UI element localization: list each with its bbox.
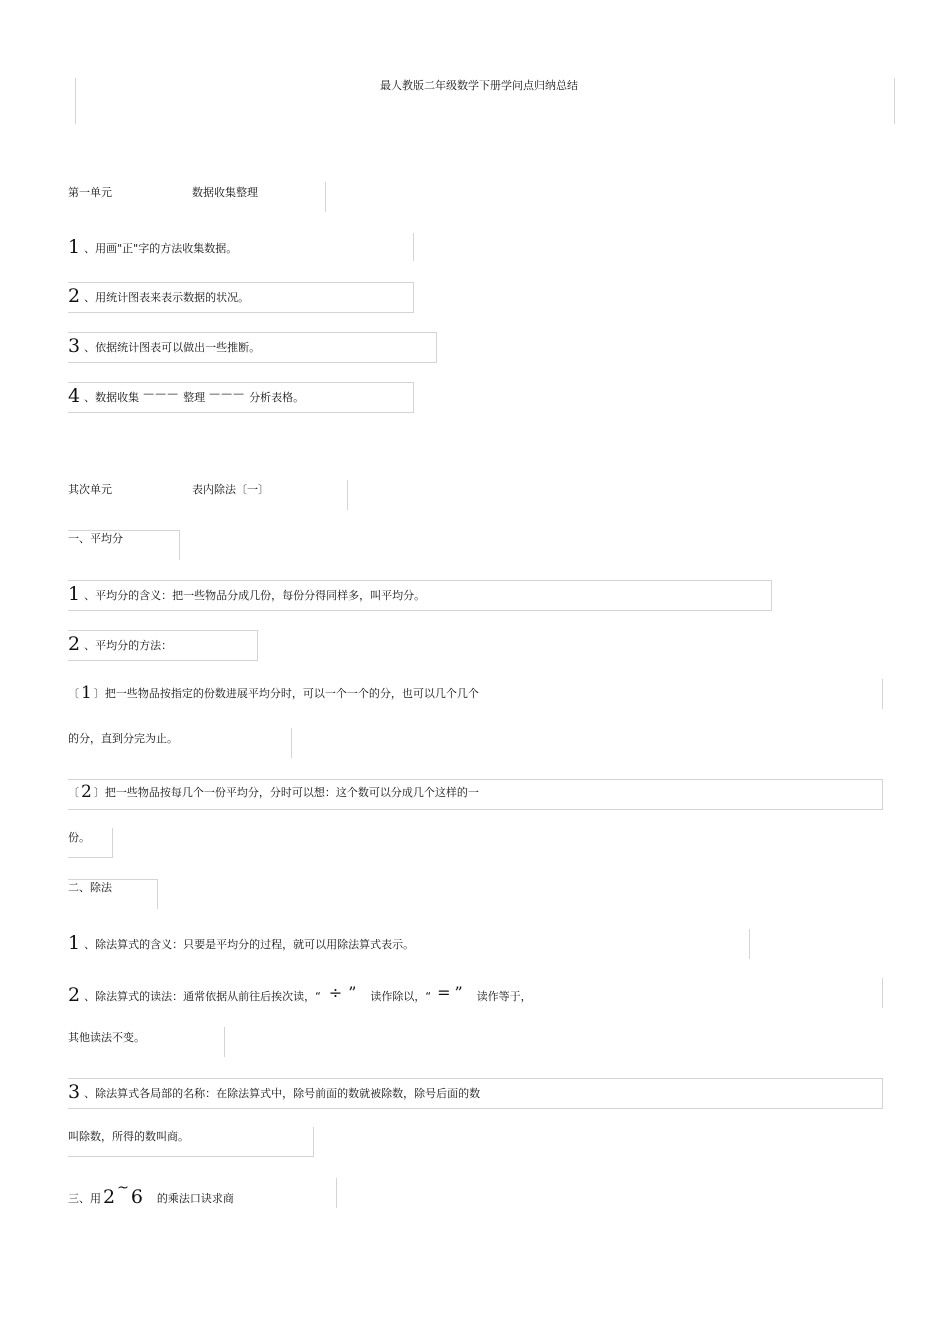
item-text: 整理: [183, 391, 206, 404]
section-title-average: 一、平均分: [68, 532, 123, 545]
unit2-heading: 其次单元: [68, 483, 112, 496]
item-number: 3: [68, 335, 81, 357]
frame-line: [75, 78, 76, 124]
range-end: 6: [130, 1186, 143, 1208]
equals-sign: =: [437, 983, 451, 1002]
unit1-item-3: [68, 337, 260, 356]
frame-line: [325, 182, 326, 212]
method-paragraph-1-cont: 的分，直到分完为止。: [68, 732, 178, 745]
item-number: 2: [68, 633, 81, 655]
frame-line: [882, 978, 883, 1008]
item-text: 读作等于，: [476, 990, 532, 1003]
average-item-1: [68, 585, 425, 604]
item-number: 1: [68, 583, 81, 605]
item-text: 、平均分的含义：把一些物品分成几份，每份分得同样多，叫平均分。: [84, 589, 426, 602]
item-text: 、数据收集: [84, 391, 140, 404]
section-title-division: 二、除法: [68, 881, 112, 894]
frame-line: [291, 728, 292, 758]
item-text: 、除法算式的含义：只要是平均分的过程，就可以用除法算式表示。: [84, 938, 415, 951]
frame-line: [347, 480, 348, 510]
item-number: 3: [68, 1081, 81, 1103]
item-number: 2: [81, 782, 92, 802]
item-text: 、除法算式各局部的名称：在除法算式中，除号前面的数就被除数，除号后面的数: [84, 1087, 481, 1100]
item-text: 〕把一些物品按指定的份数进展平均分时，可以一个一个的分，也可以几个几个: [93, 687, 479, 700]
quote-close: ”: [348, 983, 357, 1002]
section-text: 三、用: [68, 1192, 101, 1205]
unit2-topic: 表内除法〔一〕: [192, 483, 269, 496]
division-item-2: [68, 983, 532, 1005]
frame-line: [224, 1027, 225, 1057]
division-item-3: [68, 1083, 480, 1102]
item-number: 1: [81, 683, 92, 703]
bracket-open: 〔: [68, 687, 79, 700]
item-text: 读作除以，“: [370, 990, 432, 1003]
method-paragraph-2-cont: 份。: [68, 831, 90, 844]
frame-line: [894, 78, 895, 124]
division-item-1: [68, 934, 414, 953]
item-text: 分析表格。: [249, 391, 305, 404]
unit1-item-2: [68, 287, 249, 306]
item-text: 、用统计图表来表示数据的状况。: [84, 291, 250, 304]
quote-close: ”: [454, 983, 463, 1002]
section-text: 的乘法口诀求商: [156, 1192, 234, 1205]
unit1-item-1: [68, 238, 237, 257]
frame-line: [882, 679, 883, 709]
item-number: 2: [68, 984, 81, 1006]
method-paragraph-2: [68, 784, 479, 801]
item-number: 2: [68, 285, 81, 307]
range-tilde: ~: [117, 1180, 129, 1196]
division-item-2-cont: 其他读法不变。: [68, 1031, 145, 1044]
dash-separator: ———: [143, 387, 180, 400]
item-number: 4: [68, 385, 81, 407]
item-text: 、除法算式的读法：通常依据从前往后挨次读，“: [84, 990, 321, 1003]
item-number: 1: [68, 932, 81, 954]
item-number: 1: [68, 236, 81, 258]
item-text: 、依据统计图表可以做出一些推断。: [84, 341, 261, 354]
method-paragraph-1: [68, 685, 479, 702]
frame-line: [749, 929, 750, 959]
bracket-open: 〔: [68, 786, 79, 799]
document-title: 最人教版二年级数学下册学问点归纳总结: [380, 79, 578, 92]
range-start: 2: [103, 1186, 116, 1208]
item-text: 、平均分的方法：: [84, 639, 173, 652]
division-item-3-cont: 叫除数，所得的数叫商。: [68, 1130, 189, 1143]
item-text: 〕把一些物品按每几个一份平均分，分时可以想：这个数可以分成几个这样的一: [93, 786, 479, 799]
unit1-item-4: [68, 387, 304, 406]
unit1-heading: 第一单元: [68, 186, 112, 199]
frame-line: [336, 1178, 337, 1208]
unit1-topic: 数据收集整理: [192, 186, 258, 199]
section-title-multiplication: [68, 1180, 234, 1207]
item-text: 、用画"正"字的方法收集数据。: [84, 242, 238, 255]
average-item-2: [68, 635, 172, 654]
dash-separator: ———: [209, 387, 246, 400]
divide-sign: ÷: [328, 983, 343, 1002]
